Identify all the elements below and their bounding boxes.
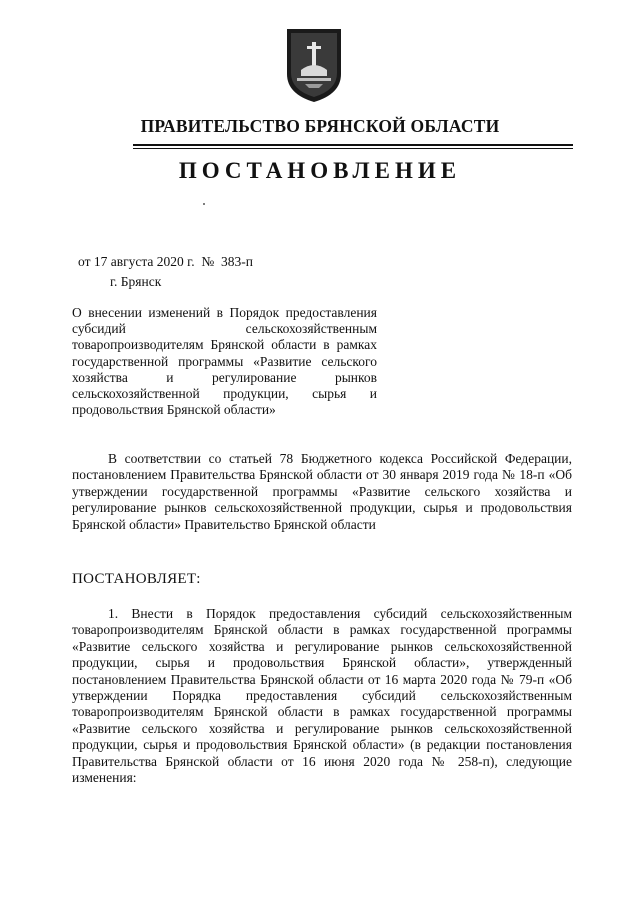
scan-speck bbox=[203, 203, 205, 205]
header-rule-thin bbox=[133, 148, 573, 149]
coat-of-arms-icon bbox=[283, 26, 345, 104]
document-city: г. Брянск bbox=[110, 274, 162, 289]
document-subject: О внесении изменений в Порядок предоставления субсидий сельскохозяйственным товаропроизводителям Брянской области в рамках государственной программы «Развитие сельского хозяйства и регулирование рынков сельскохозяйственной продукции, сырья и продовольствия Брянской области» bbox=[72, 305, 377, 418]
resolve-heading: ПОСТАНОВЛЯЕТ: bbox=[72, 571, 201, 587]
document-date-number: от 17 августа 2020 г. № 383-п bbox=[78, 254, 253, 269]
organization-title: ПРАВИТЕЛЬСТВО БРЯНСКОЙ ОБЛАСТИ bbox=[140, 116, 500, 136]
clause-1-paragraph: 1. Внести в Порядок предоставления субсидий сельскохозяйственным товаропроизводителям Брянской области в рамках государственной программы «Развитие сельского хозяйства и регулирование рынков сельскохозяйственной продукции, сырья и продовольствия Брянской области», утвержденный постановлением Правительства Брянской области от 16 марта 2020 года № 79-п «Об утверждении Порядка предоставления субсидий сельскохозяйственным товаропроизводителям Брянской области в рамках государственной программы «Развитие сельского хозяйства и регулирование рынков сельскохозяйственной продукции, сырья и продовольствия Брянской области» (в редакции постановления Правительства Брянской области от 16 июня 2020 года № 258-п), следующие изменения: bbox=[72, 606, 572, 786]
document-type: ПОСТАНОВЛЕНИЕ bbox=[178, 158, 462, 183]
header-rule-thick bbox=[133, 144, 573, 146]
preamble-paragraph: В соответствии со статьей 78 Бюджетного кодекса Российской Федерации, постановлением Правительства Брянской области от 30 января 2019 года № 18-п «Об утверждении государственной программы «Развитие сельского хозяйства и регулирование рынков сельскохозяйственной продукции, сырья и продовольствия Брянской области» Правительство Брянской области bbox=[72, 451, 572, 532]
